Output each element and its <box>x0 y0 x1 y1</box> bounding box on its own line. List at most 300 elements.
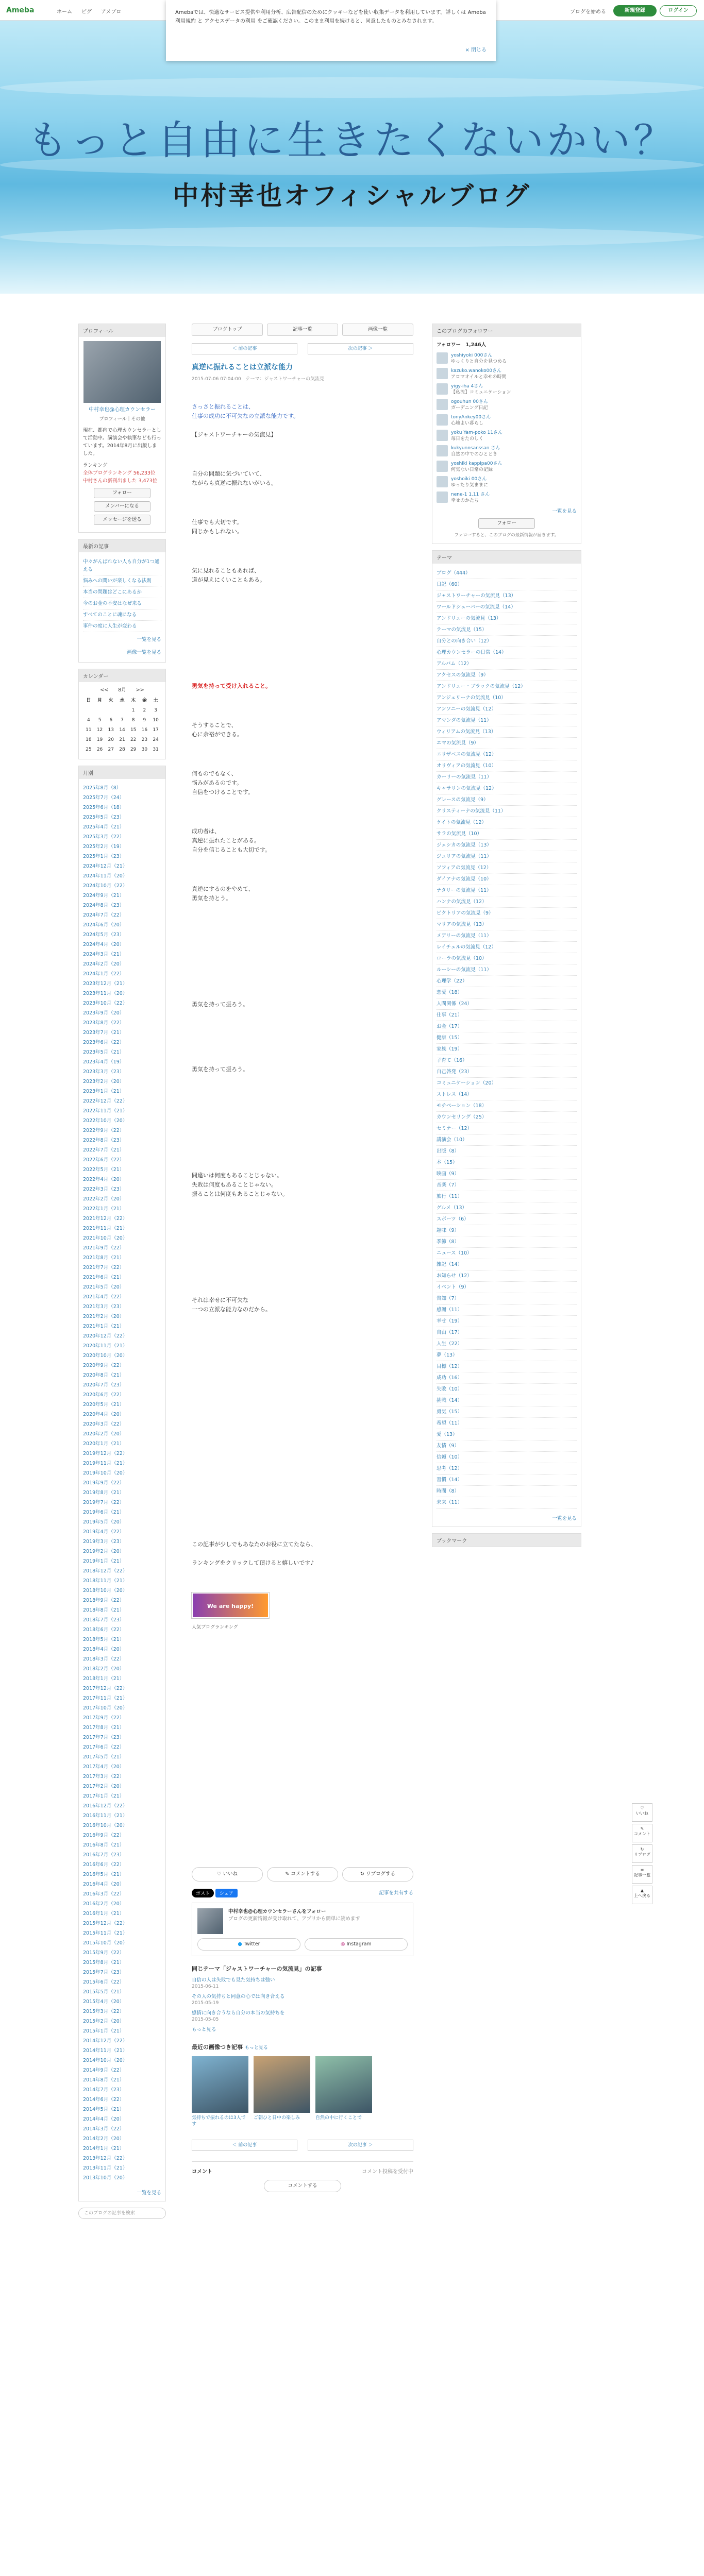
archive-item[interactable]: 2015年8月（21） <box>83 1960 125 1965</box>
thumb-image[interactable] <box>315 2056 372 2113</box>
archive-item[interactable]: 2020年12月（22） <box>83 1333 128 1339</box>
theme-item[interactable]: アマンダの気流見（11） <box>437 715 577 726</box>
theme-item[interactable]: アンドリューの気流見（13） <box>437 613 577 624</box>
archive-item[interactable]: 2024年10月（22） <box>83 883 128 889</box>
archive-item[interactable]: 2023年11月（20） <box>83 991 128 996</box>
archive-item[interactable]: 2017年3月（22） <box>83 1774 125 1780</box>
archive-item[interactable]: 2025年7月（24） <box>83 795 125 801</box>
follower-avatar[interactable] <box>437 352 448 364</box>
image-list-link[interactable]: 画像一覧を見る <box>127 650 161 655</box>
archive-item[interactable]: 2017年4月（20） <box>83 1764 125 1770</box>
archive-item[interactable]: 2015年9月（22） <box>83 1950 125 1956</box>
theme-item[interactable]: コミュニケーション（20） <box>437 1078 577 1089</box>
archive-item[interactable]: 2016年1月（21） <box>83 1911 125 1917</box>
archive-item[interactable]: 2020年1月（21） <box>83 1441 125 1447</box>
archive-item[interactable]: 2024年8月（23） <box>83 903 125 908</box>
list-item[interactable]: 事件の度に人生が変わる <box>83 621 161 632</box>
archive-item[interactable]: 2015年10月（20） <box>83 1940 128 1946</box>
archive-item[interactable]: 2021年9月（22） <box>83 1245 125 1251</box>
nav-home[interactable]: ホーム <box>57 9 72 15</box>
archive-item[interactable]: 2021年6月（21） <box>83 1275 125 1280</box>
member-button[interactable]: メンバーになる <box>94 501 150 512</box>
follower-avatar[interactable] <box>437 399 448 410</box>
theme-item[interactable]: お金（17） <box>437 1021 577 1032</box>
archive-item[interactable]: 2018年4月（20） <box>83 1647 125 1652</box>
archive-item[interactable]: 2020年10月（20） <box>83 1353 128 1359</box>
profile-name[interactable]: 中村幸也@心理カウンセラー <box>89 407 156 413</box>
archive-item[interactable]: 2017年7月（23） <box>83 1735 125 1740</box>
archive-item[interactable]: 2017年1月（21） <box>83 1793 125 1799</box>
theme-item[interactable]: ビクトリアの気流見（9） <box>437 908 577 919</box>
archive-item[interactable]: 2021年8月（21） <box>83 1255 125 1261</box>
prev-month-icon[interactable]: << <box>100 687 109 693</box>
theme-item[interactable]: 告知（7） <box>437 1293 577 1304</box>
archive-item[interactable]: 2017年2月（20） <box>83 1784 125 1789</box>
facebook-share-button[interactable]: シェア <box>215 1889 238 1897</box>
follower-item[interactable]: yoku Yam-poko 11さん 毎日をたのしく <box>437 428 577 444</box>
archive-item[interactable]: 2018年3月（22） <box>83 1656 125 1662</box>
theme-item[interactable]: 夢（13） <box>437 1350 577 1361</box>
theme-item[interactable]: 音楽（7） <box>437 1180 577 1191</box>
list-item[interactable]: 自信の人は失敗でも見た気持ちは強い <box>192 1977 275 1983</box>
prev-entry-link[interactable]: ＜ 前の記事 <box>192 343 297 354</box>
archive-item[interactable]: 2018年8月（21） <box>83 1607 125 1613</box>
archive-item[interactable]: 2015年11月（21） <box>83 1930 128 1936</box>
archive-item[interactable]: 2013年11月（21） <box>83 2165 128 2171</box>
archive-item[interactable]: 2015年7月（23） <box>83 1970 125 1975</box>
archive-item[interactable]: 2017年8月（21） <box>83 1725 125 1731</box>
follower-item[interactable]: tonyAnkey00さん 心地よい暮らし <box>437 413 577 428</box>
theme-item[interactable]: 講演会（10） <box>437 1134 577 1146</box>
archive-item[interactable]: 2017年6月（22） <box>83 1744 125 1750</box>
follower-avatar[interactable] <box>437 492 448 503</box>
theme-item[interactable]: 心理学（22） <box>437 976 577 987</box>
theme-item[interactable]: 本（15） <box>437 1157 577 1168</box>
archive-item[interactable]: 2016年10月（20） <box>83 1823 128 1828</box>
theme-item[interactable]: 目標（12） <box>437 1361 577 1372</box>
author-avatar[interactable] <box>197 1908 223 1934</box>
archive-item[interactable]: 2021年5月（20） <box>83 1284 125 1290</box>
login-button[interactable]: ログイン <box>660 5 697 16</box>
archive-item[interactable]: 2023年6月（22） <box>83 1040 125 1045</box>
archive-item[interactable]: 2015年3月（22） <box>83 2009 125 2014</box>
archive-item[interactable]: 2021年3月（23） <box>83 1304 125 1310</box>
archive-item[interactable]: 2022年7月（21） <box>83 1147 125 1153</box>
follower-item[interactable]: yoshiki kappipa00さん 何気ない日常の記録 <box>437 459 577 474</box>
archive-item[interactable]: 2019年2月（20） <box>83 1549 125 1554</box>
prev-entry-link[interactable]: ＜ 前の記事 <box>192 2140 297 2151</box>
archive-item[interactable]: 2019年5月（20） <box>83 1519 125 1525</box>
archive-item[interactable]: 2025年1月（23） <box>83 854 125 859</box>
theme-item[interactable]: 旅行（11） <box>437 1191 577 1202</box>
archive-item[interactable]: 2024年12月（21） <box>83 863 128 869</box>
archive-item[interactable]: 2020年4月（20） <box>83 1412 125 1417</box>
archive-item[interactable]: 2022年10月（20） <box>83 1118 128 1124</box>
archive-item[interactable]: 2022年12月（22） <box>83 1098 128 1104</box>
next-entry-link[interactable]: 次の記事 ＞ <box>308 2140 413 2151</box>
archive-item[interactable]: 2016年6月（22） <box>83 1862 125 1868</box>
entry-title[interactable]: 真逆に振れることは立派な能力 <box>192 363 293 371</box>
archive-item[interactable]: 2022年9月（22） <box>83 1128 125 1133</box>
archive-item[interactable]: 2021年2月（20） <box>83 1314 125 1319</box>
archive-item[interactable]: 2019年7月（22） <box>83 1500 125 1505</box>
archive-item[interactable]: 2018年12月（22） <box>83 1568 128 1574</box>
thumb-entry[interactable]: 気持ちで振れるのは3人です <box>192 2056 248 2127</box>
theme-item[interactable]: アクセスの気流見（9） <box>437 670 577 681</box>
archive-item[interactable]: 2017年9月（22） <box>83 1715 125 1721</box>
author-follow-text[interactable]: 中村幸也@心理カウンセラーさんをフォロー <box>228 1909 326 1914</box>
archive-item[interactable]: 2025年4月（21） <box>83 824 125 830</box>
theme-item[interactable]: 挑戦（14） <box>437 1395 577 1406</box>
theme-item[interactable]: ソフィアの気流見（12） <box>437 862 577 874</box>
archive-item[interactable]: 2022年8月（23） <box>83 1138 125 1143</box>
thumb-entry[interactable]: 自然の中に行くことで <box>315 2056 372 2127</box>
archive-item[interactable]: 2017年12月（22） <box>83 1686 128 1691</box>
theme-item[interactable]: マリアの気流見（13） <box>437 919 577 930</box>
theme-item[interactable]: カウンセリング（25） <box>437 1112 577 1123</box>
theme-item[interactable]: サラの気流見（10） <box>437 828 577 840</box>
like-button[interactable]: ♡ いいね <box>192 1867 263 1882</box>
ranking-banner-label[interactable]: 人気ブログランキング <box>192 1625 238 1630</box>
theme-item[interactable]: カーリーの気流見（11） <box>437 772 577 783</box>
archive-item[interactable]: 2023年2月（20） <box>83 1079 125 1084</box>
archive-item[interactable]: 2019年4月（22） <box>83 1529 125 1535</box>
archive-item[interactable]: 2014年5月（21） <box>83 2107 125 2112</box>
theme-item[interactable]: 家族（19） <box>437 1044 577 1055</box>
archive-item[interactable]: 2014年11月（21） <box>83 2048 128 2054</box>
follower-item[interactable]: kazuko.wanoko00さん アロマオイルと幸せの時間 <box>437 366 577 382</box>
archive-item[interactable]: 2018年2月（20） <box>83 1666 125 1672</box>
theme-item[interactable]: ジャストワーチャーの気流見（13） <box>437 590 577 602</box>
archive-item[interactable]: 2022年3月（23） <box>83 1187 125 1192</box>
list-item[interactable]: 中々がんばれない人も自分が1つ通える <box>83 556 161 575</box>
theme-item[interactable]: キャサリンの気流見（12） <box>437 783 577 794</box>
theme-item[interactable]: 出版（8） <box>437 1146 577 1157</box>
archive-item[interactable]: 2024年6月（20） <box>83 922 125 928</box>
theme-item[interactable]: 成功（16） <box>437 1372 577 1384</box>
archive-item[interactable]: 2020年9月（22） <box>83 1363 125 1368</box>
theme-item[interactable]: 習慣（14） <box>437 1475 577 1486</box>
theme-item[interactable]: 恋愛（18） <box>437 987 577 998</box>
archive-item[interactable]: 2016年4月（20） <box>83 1882 125 1887</box>
archive-item[interactable]: 2022年2月（20） <box>83 1196 125 1202</box>
archive-item[interactable]: 2016年9月（22） <box>83 1833 125 1838</box>
archive-item[interactable]: 2024年7月（22） <box>83 912 125 918</box>
theme-item[interactable]: 季節（8） <box>437 1236 577 1248</box>
archive-item[interactable]: 2014年4月（20） <box>83 2116 125 2122</box>
list-item[interactable]: 今のお金の不安はなぜ来る <box>83 598 161 609</box>
archive-item[interactable]: 2024年1月（22） <box>83 971 125 977</box>
archive-item[interactable]: 2025年8月（8） <box>83 785 122 791</box>
archive-item[interactable]: 2015年5月（21） <box>83 1989 125 1995</box>
ranking-banner[interactable]: We are happy! <box>192 1592 269 1618</box>
archive-item[interactable]: 2021年7月（22） <box>83 1265 125 1270</box>
theme-item[interactable]: モチベーション（18） <box>437 1100 577 1112</box>
theme-item[interactable]: 仕事（21） <box>437 1010 577 1021</box>
ameba-logo[interactable]: Ameba <box>6 6 35 14</box>
archive-item[interactable]: 2020年7月（23） <box>83 1382 125 1388</box>
theme-item[interactable]: 思考（12） <box>437 1463 577 1475</box>
theme-item[interactable]: ジュリアの気流見（11） <box>437 851 577 862</box>
archive-item[interactable]: 2021年10月（20） <box>83 1235 128 1241</box>
follower-avatar[interactable] <box>437 476 448 487</box>
archive-item[interactable]: 2019年6月（21） <box>83 1510 125 1515</box>
theme-item[interactable]: 失敗（10） <box>437 1384 577 1395</box>
theme-item[interactable]: ウィリアムの気流見（13） <box>437 726 577 738</box>
archive-item[interactable]: 2017年5月（21） <box>83 1754 125 1760</box>
theme-item[interactable]: アンソニーの気流見（12） <box>437 704 577 715</box>
theme-item[interactable]: アンジェリーナの気流見（10） <box>437 692 577 704</box>
archive-item[interactable]: 2023年1月（21） <box>83 1089 125 1094</box>
follower-item[interactable]: nene-1 1.11 さん 幸せのかたち <box>437 490 577 505</box>
archive-item[interactable]: 2023年9月（20） <box>83 1010 125 1016</box>
theme-item[interactable]: 子育て（16） <box>437 1055 577 1066</box>
cookie-close-button[interactable]: × 閉じる <box>465 47 487 53</box>
float-comment-button[interactable]: ✎ コメント <box>632 1824 652 1842</box>
list-item[interactable]: すべてのことに魂になる <box>83 609 161 621</box>
archive-item[interactable]: 2014年7月（23） <box>83 2087 125 2093</box>
theme-item[interactable]: 友情（9） <box>437 1440 577 1452</box>
archive-item[interactable]: 2023年3月（23） <box>83 1069 125 1075</box>
archive-item[interactable]: 2020年5月（21） <box>83 1402 125 1408</box>
theme-item[interactable]: 人生（22） <box>437 1338 577 1350</box>
theme-item[interactable]: グレースの気流見（9） <box>437 794 577 806</box>
follower-avatar[interactable] <box>437 430 448 441</box>
theme-item[interactable]: 趣味（9） <box>437 1225 577 1236</box>
archive-item[interactable]: 2020年3月（22） <box>83 1421 125 1427</box>
archive-item[interactable]: 2013年12月（22） <box>83 2156 128 2161</box>
archive-item[interactable]: 2022年1月（21） <box>83 1206 125 1212</box>
next-entry-link[interactable]: 次の記事 ＞ <box>308 343 413 354</box>
archive-item[interactable]: 2016年11月（21） <box>83 1813 128 1819</box>
archive-item[interactable]: 2016年5月（21） <box>83 1872 125 1877</box>
float-top-button[interactable]: ▲ 上へ戻る <box>632 1886 652 1904</box>
archive-more-link[interactable]: 一覧を見る <box>137 2190 161 2196</box>
archive-item[interactable]: 2020年8月（21） <box>83 1372 125 1378</box>
follower-item[interactable]: yoshoiki 00さん ゆったり気ままに <box>437 474 577 490</box>
follower-item[interactable]: yoshiyoki 000さん ゆっくりと自分を見つめる <box>437 351 577 366</box>
theme-item[interactable]: レイチェルの気流見（12） <box>437 942 577 953</box>
theme-item[interactable]: クリスティーナの気流見（11） <box>437 806 577 817</box>
float-list-button[interactable]: ≡ 記事一覧 <box>632 1865 652 1884</box>
theme-item[interactable]: セミナー（12） <box>437 1123 577 1134</box>
popular-more-link[interactable]: もっと見る <box>244 2045 268 2050</box>
archive-item[interactable]: 2020年2月（20） <box>83 1431 125 1437</box>
blog-title[interactable]: 中村幸也オフィシャルブログ <box>173 180 531 211</box>
theme-item[interactable]: エマの気流見（9） <box>437 738 577 749</box>
archive-item[interactable]: 2015年4月（20） <box>83 1999 125 2005</box>
theme-item[interactable]: 未来（11） <box>437 1497 577 1509</box>
follower-avatar[interactable] <box>437 383 448 395</box>
theme-item[interactable]: 人間関係（24） <box>437 998 577 1010</box>
archive-item[interactable]: 2024年5月（23） <box>83 932 125 938</box>
theme-item[interactable]: 自由（17） <box>437 1327 577 1338</box>
follow-button[interactable]: フォロー <box>478 518 535 529</box>
follower-item[interactable]: ogouhun 00さん ガーデニング日記 <box>437 397 577 413</box>
theme-item[interactable]: スポーツ（6） <box>437 1214 577 1225</box>
theme-item[interactable]: 雑記（14） <box>437 1259 577 1270</box>
follower-avatar[interactable] <box>437 368 448 379</box>
theme-item[interactable]: ローラの気流見（10） <box>437 953 577 964</box>
list-item[interactable]: 悩みへの問いが楽しくなる法則 <box>83 575 161 587</box>
archive-item[interactable]: 2023年8月（22） <box>83 1020 125 1026</box>
archive-item[interactable]: 2014年2月（20） <box>83 2136 125 2142</box>
archive-item[interactable]: 2018年9月（22） <box>83 1598 125 1603</box>
theme-item[interactable]: 自己啓発（23） <box>437 1066 577 1078</box>
tab-entry-list[interactable]: 記事一覧 <box>267 324 338 336</box>
theme-item[interactable]: ブログ（444） <box>437 568 577 579</box>
twitter-button[interactable]: ● Twitter <box>197 1938 300 1951</box>
theme-item[interactable]: ケイトの気流見（12） <box>437 817 577 828</box>
follower-more-link[interactable]: 一覧を見る <box>552 509 577 514</box>
archive-item[interactable]: 2016年8月（21） <box>83 1842 125 1848</box>
archive-item[interactable]: 2015年12月（22） <box>83 1921 128 1926</box>
theme-item[interactable]: アルバム（12） <box>437 658 577 670</box>
archive-item[interactable]: 2014年10月（20） <box>83 2058 128 2063</box>
theme-item[interactable]: 時間（8） <box>437 1486 577 1497</box>
archive-item[interactable]: 2022年11月（21） <box>83 1108 128 1114</box>
theme-item[interactable]: テーマの気流見（15） <box>437 624 577 636</box>
theme-item[interactable]: 自分との向き合い（12） <box>437 636 577 647</box>
tab-blog-top[interactable]: ブログトップ <box>192 324 263 336</box>
follower-avatar[interactable] <box>437 414 448 426</box>
archive-item[interactable]: 2019年3月（23） <box>83 1539 125 1545</box>
theme-item[interactable]: お知らせ（12） <box>437 1270 577 1282</box>
theme-item[interactable]: ストレス（14） <box>437 1089 577 1100</box>
theme-more-link[interactable]: 一覧を見る <box>552 1516 577 1521</box>
theme-item[interactable]: エリザベスの気流見（12） <box>437 749 577 760</box>
recent-more-link[interactable]: 一覧を見る <box>137 637 161 642</box>
archive-item[interactable]: 2021年4月（22） <box>83 1294 125 1300</box>
archive-item[interactable]: 2015年2月（20） <box>83 2019 125 2024</box>
archive-item[interactable]: 2016年12月（22） <box>83 1803 128 1809</box>
archive-item[interactable]: 2020年11月（21） <box>83 1343 128 1349</box>
archive-item[interactable]: 2024年11月（20） <box>83 873 128 879</box>
follower-item[interactable]: yigy-iha 4さん 【私流】コミュニケーション <box>437 382 577 397</box>
same-theme-more[interactable]: もっと見る <box>192 2027 216 2032</box>
float-reblog-button[interactable]: ↻ リブログ <box>632 1844 652 1863</box>
archive-item[interactable]: 2016年7月（23） <box>83 1852 125 1858</box>
theme-item[interactable]: イベント（9） <box>437 1282 577 1293</box>
theme-item[interactable]: ジェシカの気流見（13） <box>437 840 577 851</box>
archive-item[interactable]: 2016年3月（22） <box>83 1891 125 1897</box>
archive-item[interactable]: 2014年3月（22） <box>83 2126 125 2132</box>
share-label[interactable]: 記事を共有する <box>379 1890 413 1896</box>
thumb-entry[interactable]: ご朝ひと日中の楽しみ <box>254 2056 310 2127</box>
thumb-image[interactable] <box>254 2056 310 2113</box>
archive-item[interactable]: 2023年12月（21） <box>83 981 128 987</box>
archive-item[interactable]: 2014年1月（21） <box>83 2146 125 2151</box>
theme-item[interactable]: 健康（15） <box>437 1032 577 1044</box>
archive-item[interactable]: 2019年12月（22） <box>83 1451 128 1456</box>
archive-item[interactable]: 2022年5月（21） <box>83 1167 125 1173</box>
archive-item[interactable]: 2023年10月（22） <box>83 1001 128 1006</box>
avatar[interactable] <box>83 341 161 403</box>
profile-sub-links[interactable]: プロフィール｜その他 <box>99 417 145 422</box>
archive-item[interactable]: 2025年5月（23） <box>83 815 125 820</box>
theme-item[interactable]: 愛（13） <box>437 1429 577 1440</box>
comment-button[interactable]: ✎ コメントする <box>267 1867 338 1882</box>
theme-item[interactable]: 幸せ（19） <box>437 1316 577 1327</box>
archive-item[interactable]: 2018年10月（20） <box>83 1588 128 1594</box>
theme-item[interactable]: 心理カウンセラーの日常（14） <box>437 647 577 658</box>
archive-item[interactable]: 2023年7月（21） <box>83 1030 125 1036</box>
archive-item[interactable]: 2023年4月（19） <box>83 1059 125 1065</box>
archive-item[interactable]: 2024年2月（20） <box>83 961 125 967</box>
archive-item[interactable]: 2022年4月（20） <box>83 1177 125 1182</box>
archive-item[interactable]: 2018年6月（22） <box>83 1627 125 1633</box>
archive-item[interactable]: 2020年6月（22） <box>83 1392 125 1398</box>
theme-item[interactable]: 勇気（15） <box>437 1406 577 1418</box>
archive-item[interactable]: 2024年9月（21） <box>83 893 125 899</box>
archive-item[interactable]: 2015年1月（21） <box>83 2028 125 2034</box>
archive-item[interactable]: 2019年11月（21） <box>83 1461 128 1466</box>
archive-item[interactable]: 2017年10月（20） <box>83 1705 128 1711</box>
theme-item[interactable]: オリヴィアの気流見（10） <box>437 760 577 772</box>
theme-item[interactable]: 日記（60） <box>437 579 577 590</box>
archive-item[interactable]: 2022年6月（22） <box>83 1157 125 1163</box>
entry-paragraph[interactable]: 【ジャストワーチャーの気流見】 <box>192 431 277 438</box>
archive-item[interactable]: 2017年11月（21） <box>83 1696 128 1701</box>
archive-item[interactable]: 2019年1月（21） <box>83 1558 125 1564</box>
theme-item[interactable]: ニュース（10） <box>437 1248 577 1259</box>
archive-item[interactable]: 2019年10月（20） <box>83 1470 128 1476</box>
archive-item[interactable]: 2024年4月（20） <box>83 942 125 947</box>
theme-item[interactable]: 感謝（11） <box>437 1304 577 1316</box>
blog-search-input[interactable]: このブログの記事を検索 <box>78 2208 166 2219</box>
list-item[interactable]: その人の気持ちと同意の心では向き合える <box>192 1994 285 1999</box>
theme-item[interactable]: ナタリーの気流見（11） <box>437 885 577 896</box>
rank-overall[interactable]: 全体ブログランキング 56,233位 <box>83 470 156 476</box>
archive-item[interactable]: 2018年7月（23） <box>83 1617 125 1623</box>
theme-item[interactable]: 信頼（10） <box>437 1452 577 1463</box>
archive-item[interactable]: 2021年12月（22） <box>83 1216 128 1222</box>
archive-item[interactable]: 2018年5月（21） <box>83 1637 125 1642</box>
register-button[interactable]: 新規登録 <box>613 5 657 16</box>
reblog-button[interactable]: ↻ リブログする <box>342 1867 413 1882</box>
archive-item[interactable]: 2025年3月（22） <box>83 834 125 840</box>
theme-item[interactable]: グルメ（13） <box>437 1202 577 1214</box>
list-item[interactable]: 本当の問題はどこにあるか <box>83 587 161 598</box>
instagram-button[interactable]: ◎ Instagram <box>305 1938 408 1951</box>
theme-item[interactable]: ダイアナの気流見（10） <box>437 874 577 885</box>
archive-item[interactable]: 2014年8月（21） <box>83 2077 125 2083</box>
write-comment-button[interactable]: コメントする <box>264 2180 341 2192</box>
tab-image-list[interactable]: 画像一覧 <box>342 324 413 336</box>
theme-item[interactable]: 希望（11） <box>437 1418 577 1429</box>
archive-item[interactable]: 2014年6月（22） <box>83 2097 125 2103</box>
archive-item[interactable]: 2015年6月（22） <box>83 1979 125 1985</box>
archive-item[interactable]: 2014年9月（22） <box>83 2067 125 2073</box>
archive-item[interactable]: 2018年1月（21） <box>83 1676 125 1682</box>
archive-item[interactable]: 2013年10月（20） <box>83 2175 128 2181</box>
archive-item[interactable]: 2018年11月（21） <box>83 1578 128 1584</box>
list-item[interactable]: 感情に向き合うなら自分の本当の気持ちを <box>192 2010 285 2016</box>
theme-item[interactable]: アンドリュー・ブラックの気流見（12） <box>437 681 577 692</box>
archive-item[interactable]: 2025年2月（19） <box>83 844 125 850</box>
float-like-button[interactable]: ♡ いいね <box>632 1803 652 1822</box>
archive-item[interactable]: 2021年11月（21） <box>83 1226 128 1231</box>
archive-item[interactable]: 2025年6月（18） <box>83 805 125 810</box>
theme-item[interactable]: ハンナの気流見（12） <box>437 896 577 908</box>
theme-item[interactable]: メアリーの気流見（11） <box>437 930 577 942</box>
archive-item[interactable]: 2021年1月（21） <box>83 1324 125 1329</box>
archive-item[interactable]: 2019年9月（22） <box>83 1480 125 1486</box>
message-button[interactable]: メッセージを送る <box>94 515 150 525</box>
archive-item[interactable]: 2023年5月（21） <box>83 1049 125 1055</box>
nav-ameblo[interactable]: アメブロ <box>101 9 122 15</box>
rank-genre[interactable]: 中村さんの新刊出ました 3,473位 <box>83 478 158 484</box>
